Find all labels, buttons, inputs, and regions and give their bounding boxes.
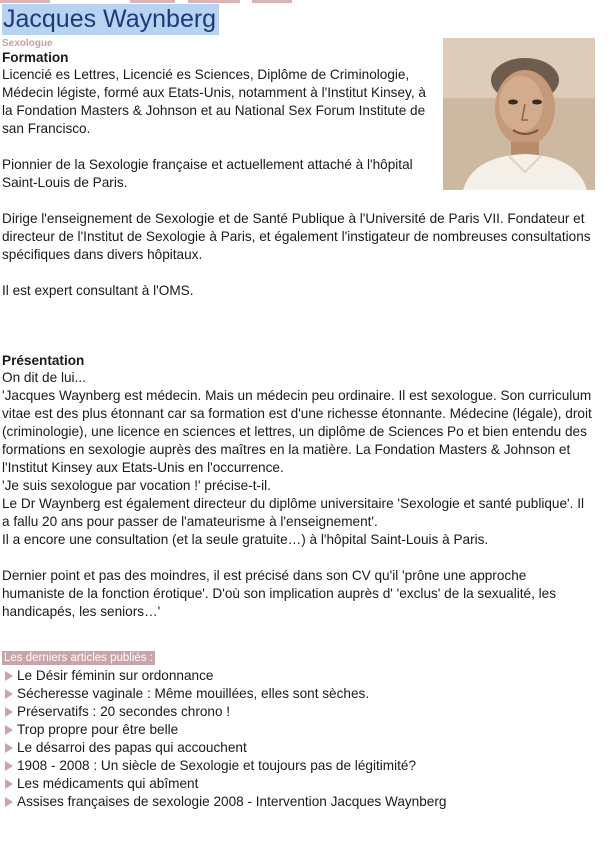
presentation-paragraph-5: Dernier point et pas des moindres, il est précisé dans son CV qu'il 'prône une approche humaniste de la fonction érotique'. D'où son implication auprès d' 'exclus' de la sexualité, les handicapés, les seniors…' — [2, 568, 557, 619]
article-link[interactable]: Le Désir féminin sur ordonnance — [17, 668, 214, 683]
bullet-triangle-icon — [5, 725, 13, 735]
bullet-triangle-icon — [5, 743, 13, 753]
presentation-paragraph-4: Il a encore une consultation (et la seule gratuite…) à l'hôpital Saint-Louis à Paris. — [2, 532, 489, 547]
articles-section-label: Les derniers articles publiés : — [4, 652, 153, 664]
formation-paragraph-1: Licencié es Lettres, Licencié es Sciences, Diplôme de Criminologie, Médecin légiste, formé aux Etats-Unis, notamment à l'Institut Kinsey, à la Fondation Masters & Johnson et au National Sex Forum Institute de san Francisco. — [2, 67, 426, 136]
list-item[interactable] — [2, 793, 602, 811]
article-link[interactable]: Le désarroi des papas qui accouchent — [17, 740, 247, 755]
formation-paragraph-2: Pionnier de la Sexologie française et actuellement attaché à l'hôpital Saint-Louis de Paris. — [2, 157, 413, 190]
role-label: Sexologue — [2, 38, 53, 49]
bullet-triangle-icon — [5, 761, 13, 771]
bullet-triangle-icon — [5, 797, 13, 807]
article-link[interactable]: 1908 - 2008 : Un siècle de Sexologie et toujours pas de légitimité? — [17, 758, 416, 773]
list-item[interactable] — [2, 667, 602, 685]
list-item[interactable] — [2, 739, 602, 757]
presentation-paragraph-3: Le Dr Waynberg est également directeur du diplôme universitaire 'Sexologie et santé publique'. Il a fallu 20 ans pour passer de l'amateurisme à l'enseignement'. — [2, 496, 584, 529]
formation-paragraph-3: Dirige l'enseignement de Sexologie et de Santé Publique à l'Université de Paris VII. Fondateur et directeur de l'Institut de Sexologie à Paris, et également l'instigateur de nombreuses consultations spécifiques dans divers hôpitaux. — [2, 211, 591, 262]
profile-page — [2, 4, 602, 811]
article-link[interactable]: Assises françaises de sexologie 2008 - Intervention Jacques Waynberg — [17, 794, 447, 809]
article-link[interactable]: Sécheresse vaginale : Même mouillées, elles sont sèches. — [17, 686, 370, 701]
presentation-heading: Présentation — [2, 353, 85, 368]
list-item[interactable] — [2, 685, 602, 703]
presentation-paragraph-2: 'Je suis sexologue par vocation !' précise-t-il. — [2, 478, 271, 493]
article-link[interactable]: Préservatifs : 20 secondes chrono ! — [17, 704, 231, 719]
portrait-photo — [443, 38, 595, 190]
page-title: Jacques Waynberg — [2, 4, 219, 35]
bullet-triangle-icon — [5, 779, 13, 789]
list-item[interactable] — [2, 757, 602, 775]
articles-list — [2, 667, 602, 811]
bullet-triangle-icon — [5, 689, 13, 699]
bullet-triangle-icon — [5, 707, 13, 717]
top-tab-3[interactable] — [188, 0, 240, 3]
bullet-triangle-icon — [5, 671, 13, 681]
top-tab-1[interactable] — [0, 0, 50, 3]
article-link[interactable]: Trop propre pour être belle — [17, 722, 179, 737]
top-tab-4[interactable] — [252, 0, 292, 3]
formation-heading: Formation — [2, 50, 69, 65]
list-item[interactable] — [2, 721, 602, 739]
list-item[interactable] — [2, 775, 602, 793]
top-tab-2[interactable] — [130, 0, 175, 3]
article-link[interactable]: Les médicaments qui abîment — [17, 776, 199, 791]
portrait-illustration — [443, 38, 595, 190]
formation-paragraph-4: Il est expert consultant à l'OMS. — [2, 283, 194, 298]
presentation-paragraph-1: 'Jacques Waynberg est médecin. Mais un médecin peu ordinaire. Il est sexologue. Son curriculum vitae est des plus étonnant car sa formation est d'une richesse étonnante. Médecine (légale), droit (criminologie), une licence en sciences et lettres, un diplôme de Sciences Po et bien entendu des formations en sexologie auprès des maîtres en la matière. La Fondation Masters & Johnson et l'Institut Kinsey aux Etats-Unis en l'occurrence. — [2, 388, 592, 475]
list-item[interactable] — [2, 703, 602, 721]
presentation-intro: On dit de lui... — [2, 370, 86, 385]
